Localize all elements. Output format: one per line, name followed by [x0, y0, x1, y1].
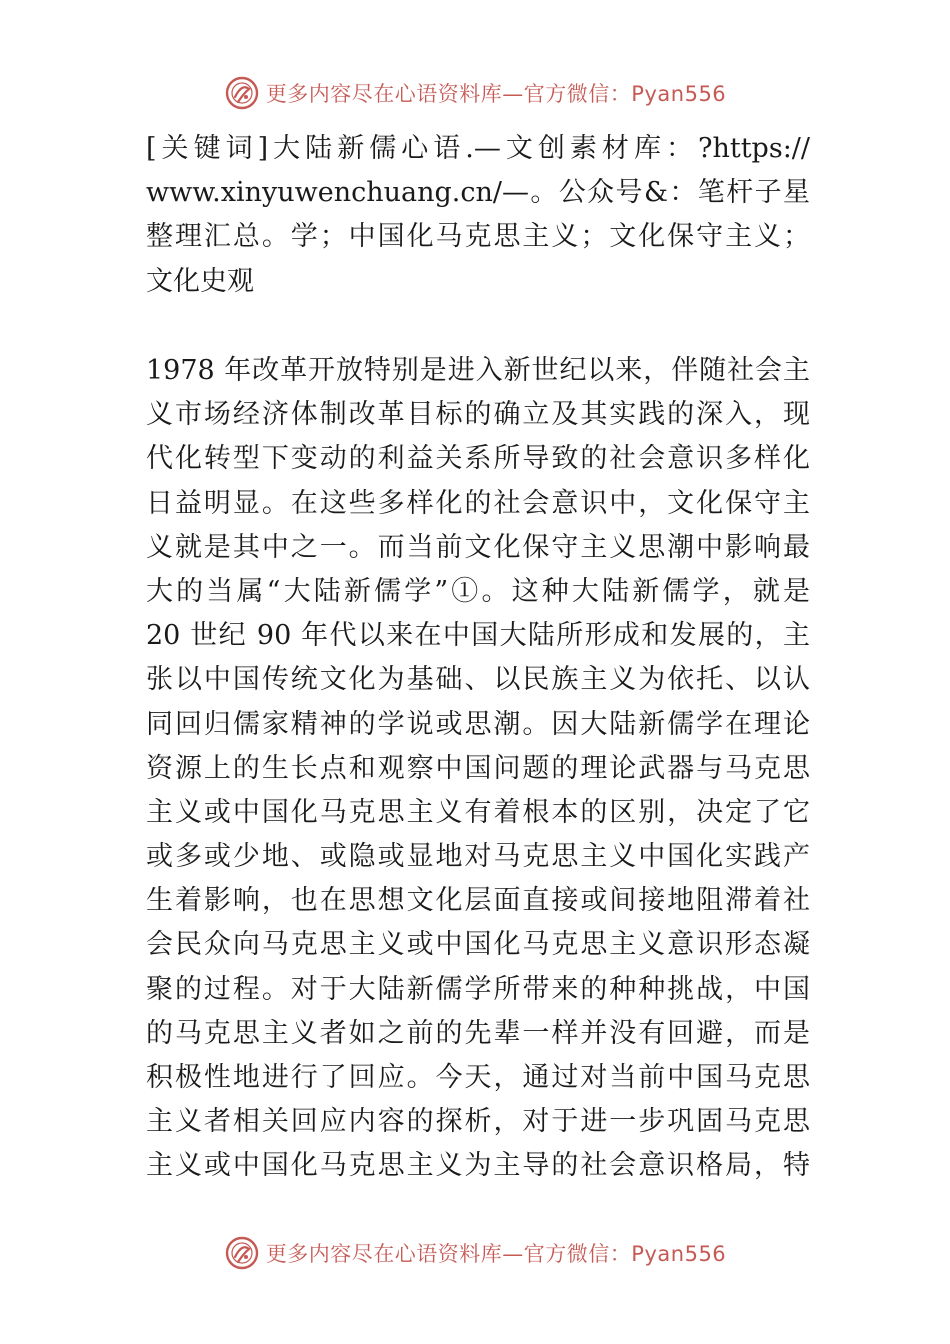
- footer-banner: [0, 1228, 950, 1278]
- body-line: 会民众向马克思主义或中国化马克思主义意识形态凝: [146, 929, 810, 961]
- keywords-line: 整理汇总。学；中国化马克思主义；文化保守主义；: [146, 221, 810, 253]
- body-line: 同回归儒家精神的学说或思潮。因大陆新儒学在理论: [146, 708, 810, 740]
- body-line: 的马克思主义者如之前的先辈一样并没有回避，而是: [146, 1017, 810, 1049]
- body-line: 张以中国传统文化为基础、以民族主义为依托、以认: [146, 664, 810, 696]
- body-line: 1978 年改革开放特别是进入新世纪以来，伴随社会主: [146, 355, 810, 386]
- body-line: 20 世纪 90 年代以来在中国大陆所形成和发展的，主: [146, 620, 810, 652]
- keywords-paragraph: [146, 127, 810, 304]
- footer-banner-text: 更多内容尽在心语资料库—官方微信：Pyan556: [265, 1242, 727, 1266]
- body-line: 代化转型下变动的利益关系所导致的社会意识多样化: [146, 443, 810, 475]
- body-line: 或多或少地、或隐或显地对马克思主义中国化实践产: [146, 841, 810, 873]
- body-line: 日益明显。在这些多样化的社会意识中，文化保守主: [146, 487, 810, 519]
- keywords-line: [关键词]大陆新儒心语.—文创素材库：?https://: [146, 133, 810, 164]
- body-line: 生着影响，也在思想文化层面直接或间接地阻滞着社: [146, 885, 810, 917]
- body-line: 主义者相关回应内容的探析，对于进一步巩固马克思: [146, 1106, 810, 1138]
- body-paragraph: [146, 349, 810, 1189]
- seal-logo-icon: [224, 1235, 260, 1271]
- body-line: 大的当属“大陆新儒学”①。这种大陆新儒学，就是: [146, 575, 810, 607]
- body-line: 聚的过程。对于大陆新儒学所带来的种种挑战，中国: [146, 973, 810, 1005]
- seal-logo-icon: [224, 75, 260, 111]
- keywords-line: www.xinyuwenchuang.cn/—。公众号&：笔杆子星: [146, 177, 810, 209]
- body-line: 义就是其中之一。而当前文化保守主义思潮中影响最: [146, 531, 810, 563]
- body-line: 资源上的生长点和观察中国问题的理论武器与马克思: [146, 752, 810, 784]
- body-line: 义市场经济体制改革目标的确立及其实践的深入，现: [146, 399, 810, 431]
- header-banner-text: 更多内容尽在心语资料库—官方微信：Pyan556: [265, 82, 727, 106]
- header-banner: [0, 68, 950, 118]
- keywords-line: 文化史观: [146, 265, 254, 297]
- body-line: 主义或中国化马克思主义为主导的社会意识格局，特: [146, 1150, 810, 1182]
- body-line: 积极性地进行了回应。今天，通过对当前中国马克思: [146, 1062, 810, 1093]
- body-line: 主义或中国化马克思主义有着根本的区别，决定了它: [146, 796, 810, 828]
